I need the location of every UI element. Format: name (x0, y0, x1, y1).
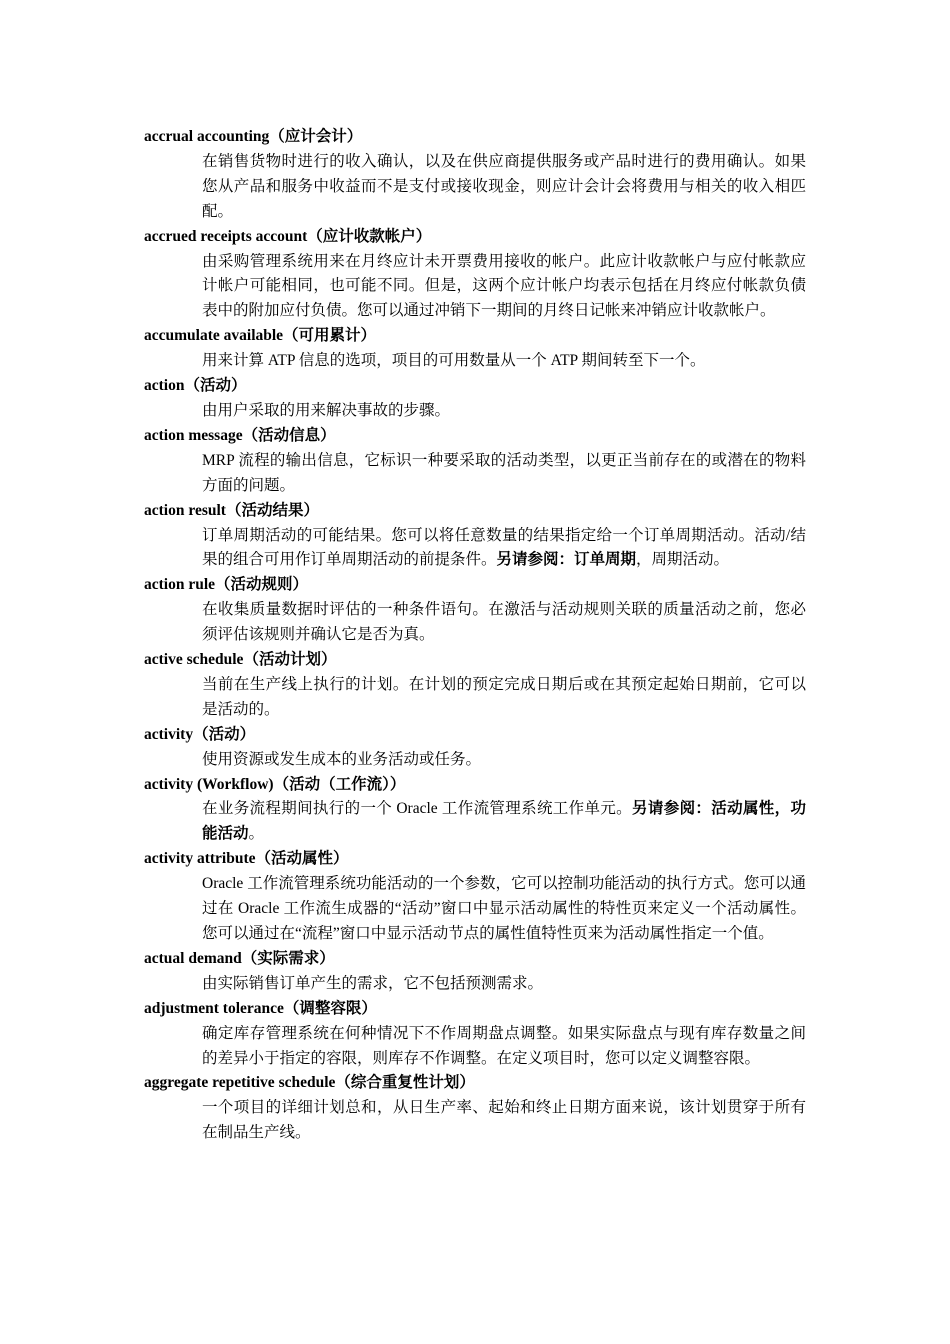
see-also-reference: 另请参阅：活动属性，功能活动 (202, 800, 806, 843)
glossary-term: action message（活动信息） (144, 426, 336, 444)
glossary-term: activity attribute（活动属性） (144, 850, 349, 868)
glossary-entry (144, 125, 806, 225)
glossary-definition (202, 797, 806, 847)
glossary-entry (144, 997, 806, 1072)
glossary-term: activity（活动） (144, 725, 256, 743)
glossary-definition (202, 673, 806, 723)
glossary-entry (144, 225, 806, 325)
glossary-term: accrued receipts account（应计收款帐户） (144, 227, 432, 245)
see-also-reference: 另请参阅：订单周期 (496, 551, 637, 569)
definition-text: 一个项目的详细计划总和，从日生产率、起始和终止日期方面来说，该计划贯穿于所有在制品生产线。 (202, 1099, 806, 1142)
glossary-term: accumulate available（可用累计） (144, 327, 377, 345)
definition-text: MRP 流程的输出信息，它标识一种要采取的活动类型，以更正当前存在的或潜在的物料方面的问题。 (202, 451, 806, 494)
definition-text: 确定库存管理系统在何种情况下不作周期盘点调整。如果实际盘点与现有库存数量之间的差异小于指定的容限，则库存不作调整。在定义项目时，您可以定义调整容限。 (202, 1024, 806, 1067)
definition-text: 在收集质量数据时评估的一种条件语句。在激活与活动规则关联的质量活动之前，您必须评估该规则并确认它是否为真。 (202, 601, 806, 644)
glossary-entry (144, 723, 806, 773)
definition-text: 。 (248, 825, 265, 843)
glossary-entry (144, 424, 806, 499)
glossary-entry (144, 1071, 806, 1146)
glossary-term: accrual accounting（应计会计） (144, 128, 363, 145)
definition-text: 在业务流程期间执行的一个 Oracle 工作流管理系统工作单元。 (202, 800, 633, 818)
definition-text: Oracle 工作流管理系统功能活动的一个参数，它可以控制功能活动的执行方式。您可以通过在 Oracle 工作流生成器的“活动”窗口中显示活动属性的特性页来定义一个活动属性。您可以通过在“流程”窗口中显示活动节点的属性值特性页来为活动属性指定一个值。 (202, 875, 806, 942)
definition-text: ，周期活动。 (636, 551, 730, 569)
glossary-definition (202, 150, 806, 225)
glossary-definition (202, 349, 806, 374)
glossary-definition (202, 598, 806, 648)
glossary-term: active schedule（活动计划） (144, 651, 337, 669)
glossary-term: actual demand（实际需求） (144, 949, 335, 967)
glossary-definition (202, 972, 806, 997)
glossary-entry (144, 499, 806, 574)
definition-text: 由实际销售订单产生的需求，它不包括预测需求。 (202, 974, 544, 992)
glossary-definition (202, 449, 806, 499)
definition-text: 由用户采取的用来解决事故的步骤。 (202, 401, 451, 419)
glossary-definition (202, 872, 806, 947)
glossary-term: action result（活动结果） (144, 501, 319, 519)
glossary-term: adjustment tolerance（调整容限） (144, 999, 377, 1017)
glossary-entry (144, 847, 806, 947)
glossary-definition (202, 1022, 806, 1072)
definition-text: 由采购管理系统用来在月终应计未开票费用接收的帐户。此应计收款帐户与应付帐款应计帐户可能相同，也可能不同。但是，这两个应计帐户均表示包括在月终应付帐款负债表中的附加应付负债。您可以通过冲销下一期间的月终日记帐来冲销应计收款帐户。 (202, 252, 806, 320)
definition-text: 当前在生产线上执行的计划。在计划的预定完成日期后或在其预定起始日期前，它可以是活动的。 (202, 675, 806, 718)
glossary-definition (202, 1096, 806, 1146)
glossary-term: action（活动） (144, 377, 247, 395)
glossary-entry (144, 648, 806, 723)
glossary-definition (202, 250, 806, 325)
glossary-definition (202, 524, 806, 574)
glossary-entry (144, 773, 806, 848)
glossary-definition (202, 399, 806, 424)
definition-text: 用来计算 ATP 信息的选项，项目的可用数量从一个 ATP 期间转至下一个。 (202, 352, 706, 370)
definition-text: 在销售货物时进行的收入确认，以及在供应商提供服务或产品时进行的费用确认。如果您从产品和服务中收益而不是支付或接收现金，则应计会计会将费用与相关的收入相匹配。 (202, 152, 806, 220)
definition-text: 使用资源或发生成本的业务活动或任务。 (202, 750, 482, 768)
glossary-entry (144, 947, 806, 997)
definition-text: 订单周期活动的可能结果。您可以将任意数量的结果指定给一个订单周期活动。活动/结果的组合可用作订单周期活动的前提条件。 (202, 526, 806, 569)
glossary-entry (144, 573, 806, 648)
glossary-term: aggregate repetitive schedule（综合重复性计划） (144, 1074, 475, 1092)
glossary-entry (144, 324, 806, 374)
glossary-list (144, 125, 806, 1146)
glossary-term: activity (Workflow)（活动（工作流）） (144, 775, 406, 793)
glossary-entry (144, 374, 806, 424)
glossary-definition (202, 748, 806, 773)
glossary-term: action rule（活动规则） (144, 576, 309, 594)
